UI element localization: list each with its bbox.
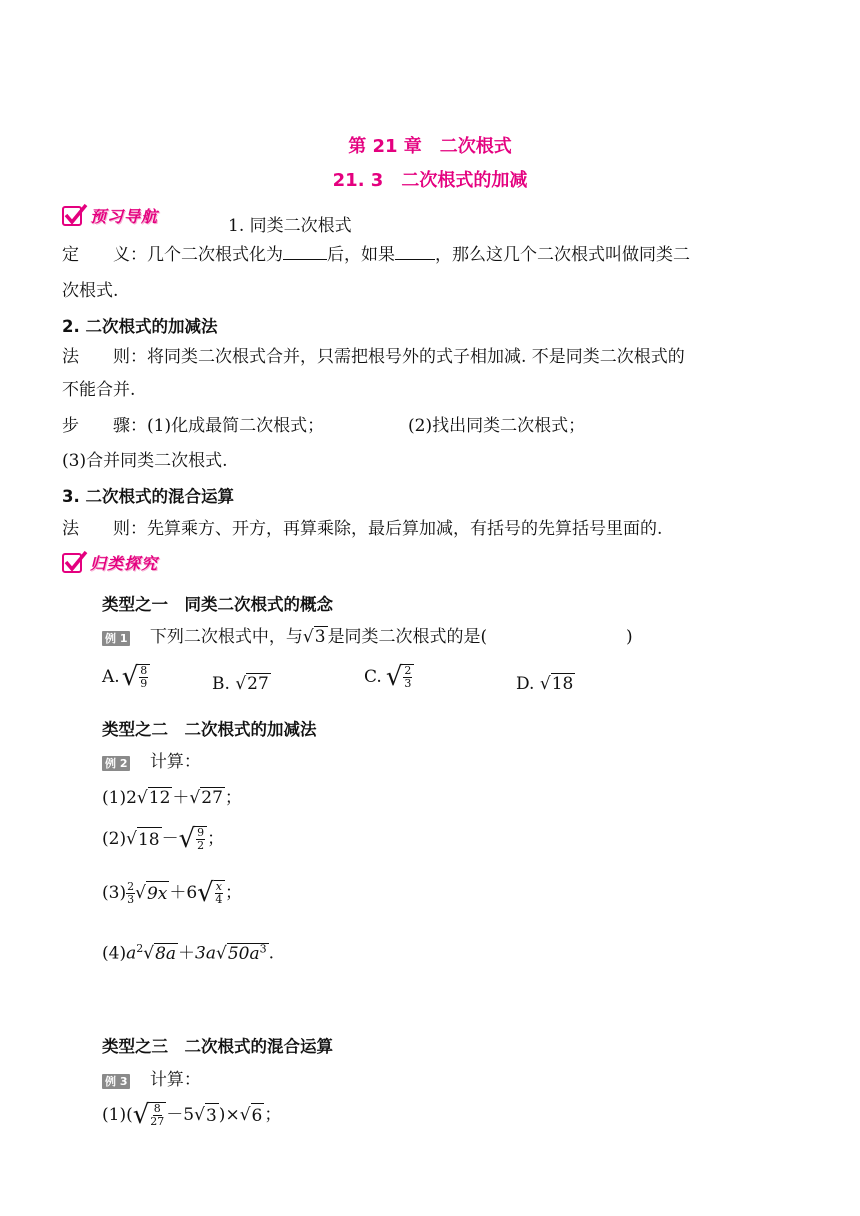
step-label: 步 骤： xyxy=(62,416,147,436)
label: (4) xyxy=(102,943,127,964)
rad2-base: 50a xyxy=(227,943,260,964)
rad1: 18 xyxy=(137,827,162,852)
example-1-badge: 例 1 xyxy=(102,631,130,646)
example2-line xyxy=(102,750,201,774)
label: (3) xyxy=(102,883,127,903)
rad2-exp: 3 xyxy=(259,942,267,955)
rule-line-1 xyxy=(62,345,685,369)
sqrt-icon: √ xyxy=(194,1105,205,1125)
ex1-text-b: 是同类二次根式的是( xyxy=(327,627,488,647)
option-c[interactable] xyxy=(364,664,414,690)
fraction xyxy=(126,881,135,906)
fraction xyxy=(149,1102,166,1128)
end: . xyxy=(268,943,275,964)
label: (1)( xyxy=(102,1105,133,1125)
den: 9 xyxy=(140,677,148,690)
sqrt-icon: √ xyxy=(143,943,155,964)
sqrt-icon: √ xyxy=(302,627,314,647)
step-2: (2)找出同类二次根式； xyxy=(408,416,586,436)
sqrt-icon: √ xyxy=(197,878,214,908)
definition-line-1 xyxy=(62,243,690,267)
problem-2-4 xyxy=(102,937,274,966)
option-a-label: A. xyxy=(102,667,120,687)
def-text-a: 几个二次根式化为 xyxy=(147,245,283,265)
answer-blank-1[interactable] xyxy=(283,243,327,260)
item2-title: 2. 二次根式的加减法 xyxy=(62,317,218,336)
example1-line xyxy=(102,625,487,649)
step-3: (3)合并同类二次根式. xyxy=(62,451,228,471)
problem-2-3 xyxy=(102,880,242,906)
close: ) xyxy=(218,1105,226,1125)
sqrt-icon: √ xyxy=(189,788,201,808)
op: ＋ xyxy=(178,943,196,964)
rad2 xyxy=(227,943,269,964)
rule2-line xyxy=(62,517,662,541)
ex1-radicand: 3 xyxy=(314,627,326,647)
item1-title: 1. 同类二次根式 xyxy=(228,216,352,236)
ex3-text: 计算： xyxy=(149,1070,201,1090)
def-text-b: 后，如果 xyxy=(327,245,395,265)
sqrt-icon: √ xyxy=(235,674,247,694)
op: － xyxy=(161,829,179,849)
times: × xyxy=(225,1105,240,1125)
checkbox-icon xyxy=(62,553,82,573)
type2-heading: 类型之二 二次根式的加减法 xyxy=(102,720,317,739)
a1: a xyxy=(126,943,137,964)
rad2: 27 xyxy=(201,788,223,808)
section-title: 21. 3 二次根式的加减 xyxy=(332,170,528,191)
problem-2-2 xyxy=(102,826,224,852)
exp1: 2 xyxy=(136,942,144,955)
def-text-c: ，那么这几个二次根式叫做同类二 xyxy=(435,245,690,265)
end: ； xyxy=(224,883,242,903)
num: x xyxy=(215,880,222,893)
def-label: 定 义： xyxy=(62,245,147,265)
end: ； xyxy=(264,1105,282,1125)
option-a[interactable] xyxy=(102,664,150,690)
rule2-text: 先算乘方、开方，再算乘除，最后算加减，有括号的先算括号里面的. xyxy=(147,519,663,539)
preview-badge xyxy=(62,204,158,227)
item3-title: 3. 二次根式的混合运算 xyxy=(62,487,234,506)
preview-badge-label: 预习导航 xyxy=(90,207,159,226)
coef: 5 xyxy=(183,1105,195,1125)
sqrt-icon: √ xyxy=(239,1105,251,1125)
problem-2-1 xyxy=(102,786,242,810)
sqrt-icon: √ xyxy=(178,824,196,854)
label: (2) xyxy=(102,829,127,849)
option-c-label: C. xyxy=(364,667,382,687)
rule-label: 法 则： xyxy=(62,347,147,367)
definition-line-2: 次根式. xyxy=(62,281,119,301)
rad2: 6 xyxy=(251,1103,265,1128)
num: 2 xyxy=(404,664,412,677)
rad1: 12 xyxy=(148,788,171,808)
op: － xyxy=(166,1105,184,1125)
example3-line xyxy=(102,1068,201,1092)
end: ； xyxy=(207,829,225,849)
fraction xyxy=(195,826,207,852)
option-c-fraction xyxy=(402,664,414,690)
end: ； xyxy=(224,788,242,808)
ex2-text: 计算： xyxy=(149,752,201,772)
den: 4 xyxy=(215,893,223,906)
example-2-badge: 例 2 xyxy=(102,756,130,771)
coef: 2 xyxy=(126,788,137,808)
sqrt-icon: √ xyxy=(136,788,148,808)
sqrt-icon: √ xyxy=(215,943,227,964)
op: ＋ xyxy=(169,883,187,903)
rad1: 3 xyxy=(205,1103,219,1128)
den: 27 xyxy=(150,1115,165,1128)
label: (1) xyxy=(102,788,127,808)
option-d-label: D. xyxy=(516,674,535,694)
option-a-fraction xyxy=(138,664,150,690)
ex1-text-a: 下列二次根式中，与 xyxy=(149,627,303,647)
rule-line-2: 不能合并. xyxy=(62,380,136,400)
num: 9 xyxy=(197,826,205,839)
answer-blank-2[interactable] xyxy=(395,243,435,260)
ex1-paren-close: ) xyxy=(626,627,633,647)
sqrt-icon: √ xyxy=(126,829,137,849)
num: 2 xyxy=(127,879,135,893)
problem-3-1 xyxy=(102,1102,281,1128)
rule-text-a: 将同类二次根式合并，只需把根号外的式子相加减. 不是同类二次根式的 xyxy=(147,347,685,367)
coef: 3a xyxy=(195,943,216,964)
rule2-label: 法 则： xyxy=(62,519,147,539)
op: ＋ xyxy=(172,788,190,808)
sqrt-icon: √ xyxy=(121,662,139,692)
explore-badge xyxy=(62,551,158,574)
rad1: 9x xyxy=(146,881,169,906)
option-d[interactable] xyxy=(516,672,575,696)
sqrt-icon: √ xyxy=(539,674,551,694)
option-b-label: B. xyxy=(212,674,230,694)
den: 3 xyxy=(127,892,135,906)
example-3-badge: 例 3 xyxy=(102,1074,130,1089)
chapter-title: 第 21 章 二次根式 xyxy=(348,136,512,157)
step-1: (1)化成最简二次根式； xyxy=(147,416,325,436)
steps-line-1 xyxy=(62,414,324,438)
num: 8 xyxy=(140,664,148,677)
option-b[interactable] xyxy=(212,672,271,696)
sqrt-icon: √ xyxy=(385,662,403,692)
coef: 6 xyxy=(186,883,198,903)
checkbox-icon xyxy=(62,206,82,226)
option-b-radicand: 27 xyxy=(247,674,269,694)
rad1: 8a xyxy=(155,943,177,964)
fraction xyxy=(214,880,225,906)
explore-badge-label: 归类探究 xyxy=(90,554,159,573)
den: 3 xyxy=(404,677,412,690)
type1-heading: 类型之一 同类二次根式的概念 xyxy=(102,595,333,614)
sqrt-icon: √ xyxy=(135,883,146,903)
num: 8 xyxy=(153,1102,161,1115)
sqrt-icon: √ xyxy=(132,1100,150,1130)
option-d-radicand: 18 xyxy=(551,674,574,694)
type3-heading: 类型之三 二次根式的混合运算 xyxy=(102,1037,333,1056)
den: 2 xyxy=(197,839,205,852)
